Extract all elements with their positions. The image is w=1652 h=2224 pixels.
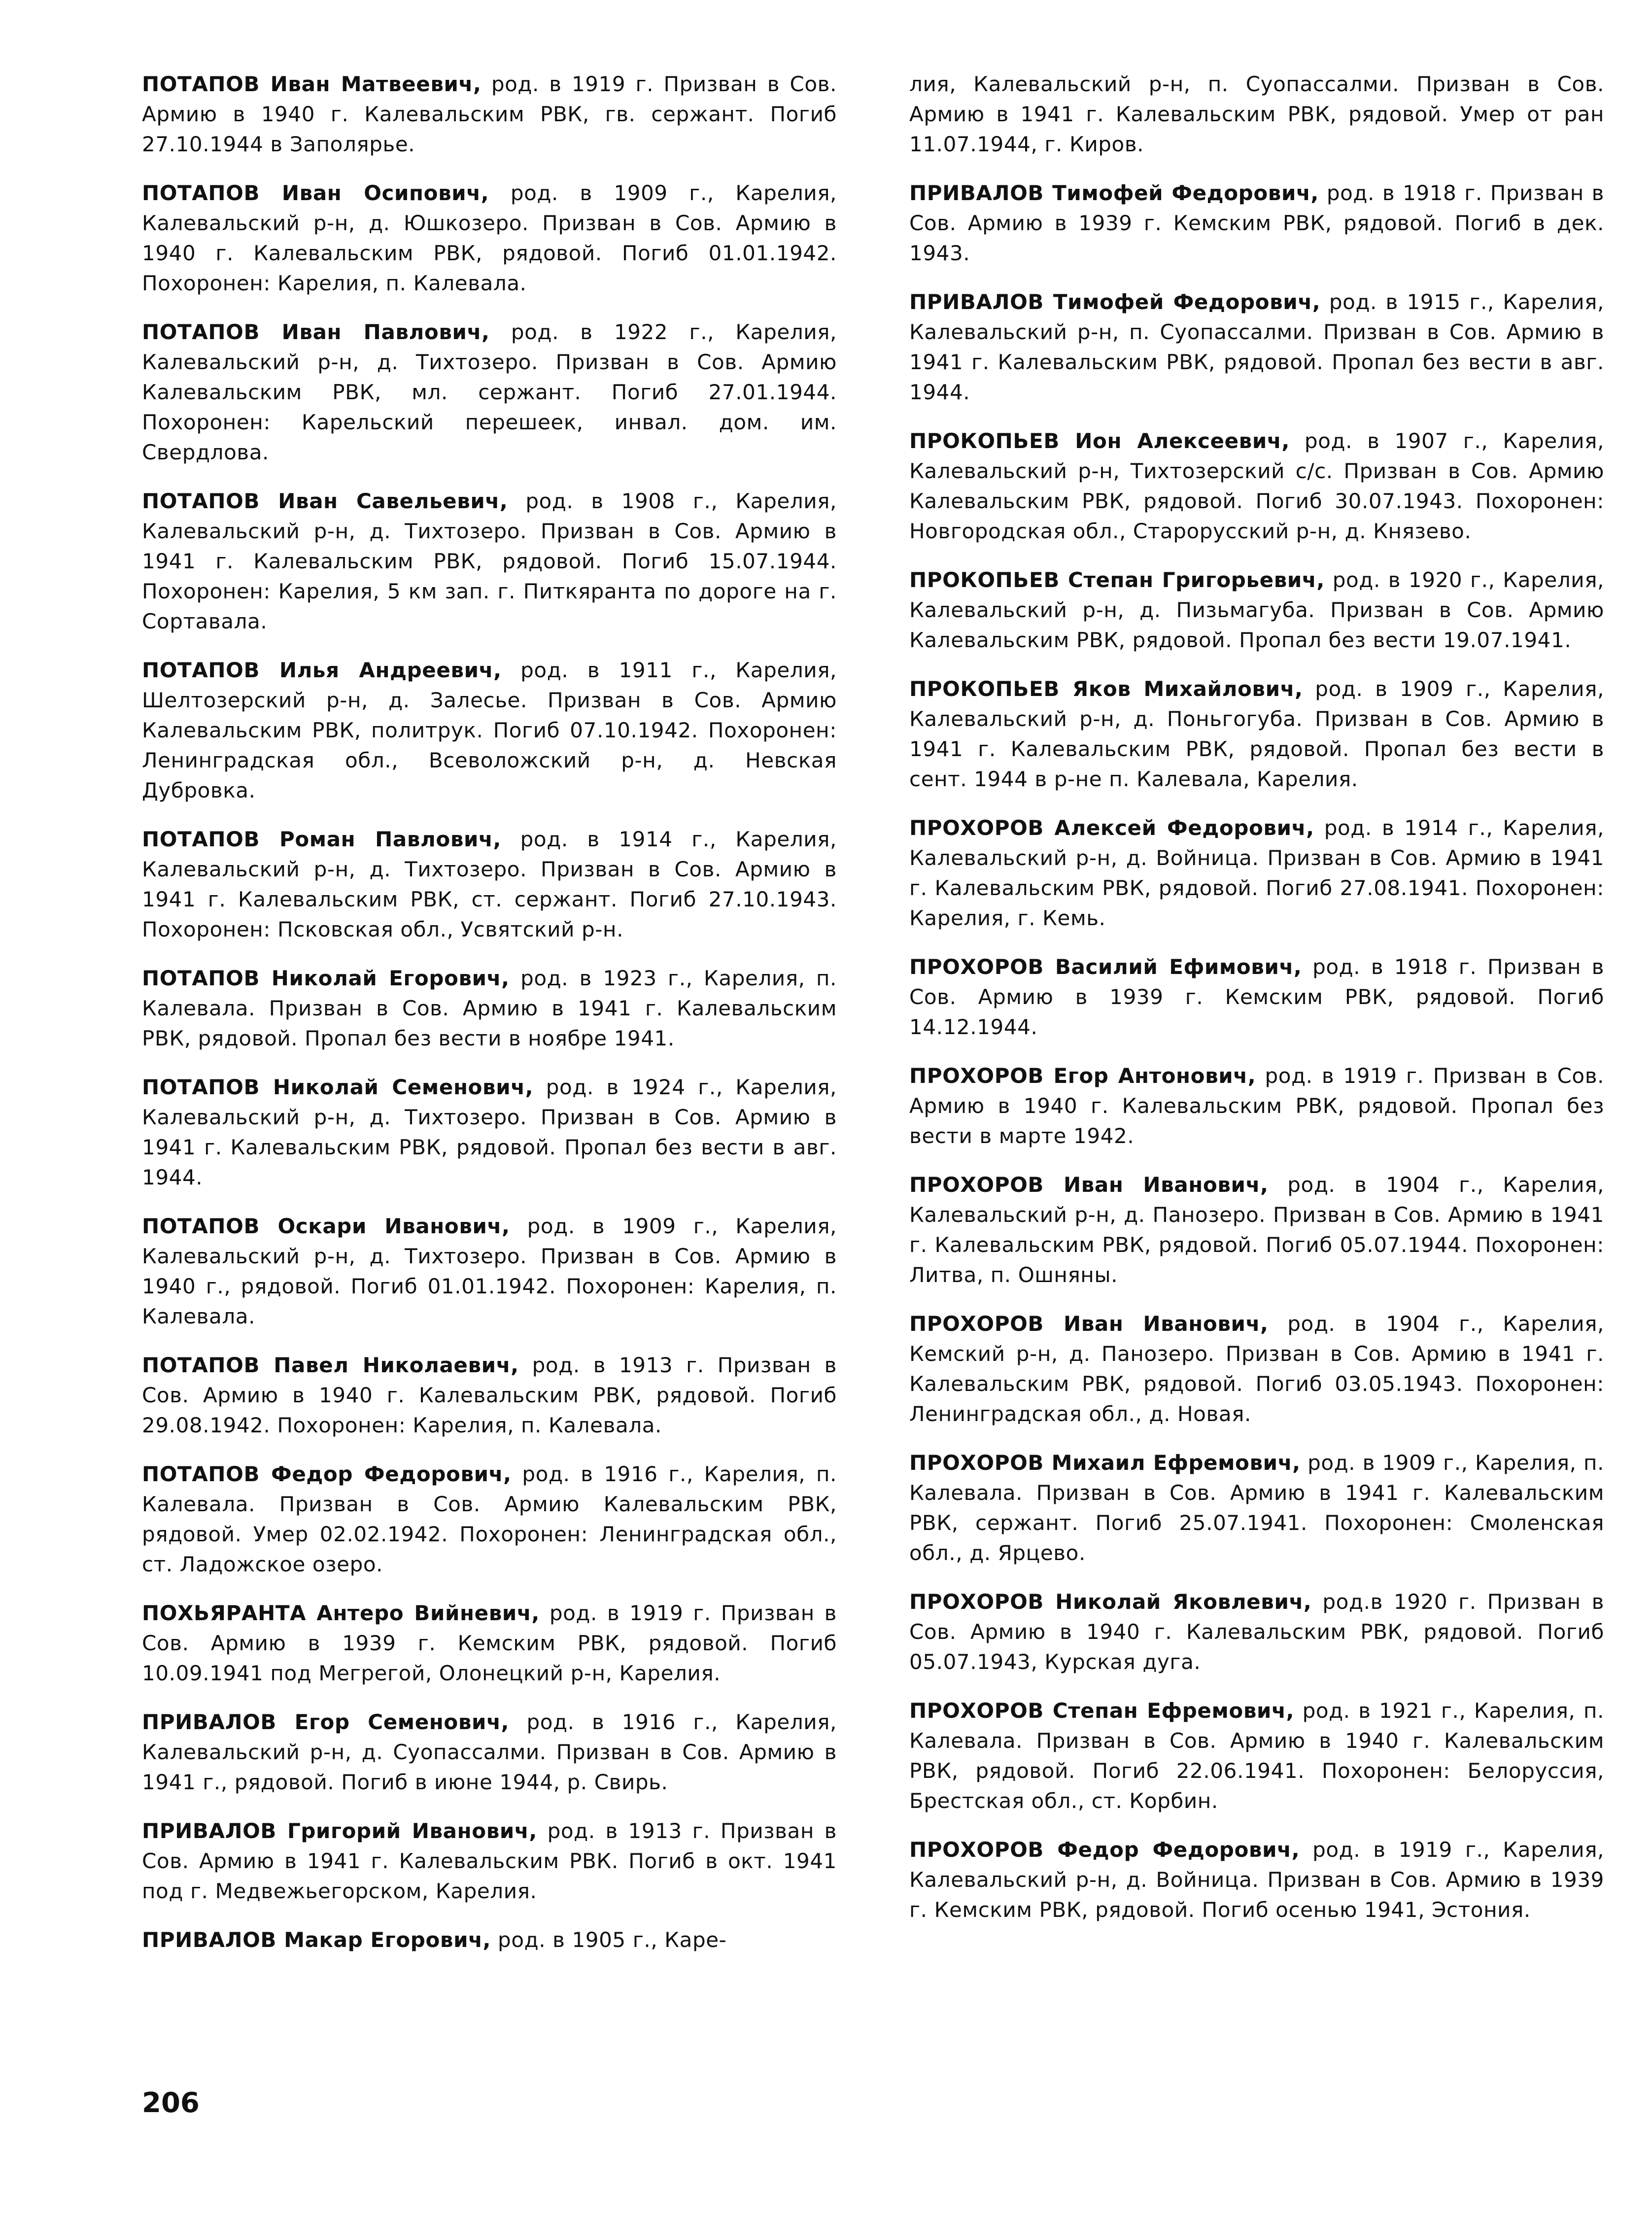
entry-text: род. в 1919 г. Призван в Сов. Армию в 1939 г. Кемским РВК, рядовой. Погиб 10.09.1941 под Мегрегой, Олонецкий р-н, Карелия.	[142, 1601, 837, 1685]
entry	[142, 1211, 837, 1331]
entry	[909, 565, 1604, 655]
entry-name: ПРОКОПЬЕВ Ион Алексеевич,	[909, 429, 1290, 453]
entry	[142, 1459, 837, 1579]
entry-name: ПОТАПОВ Павел Николаевич,	[142, 1353, 519, 1377]
entry-name: ПОТАПОВ Илья Андреевич,	[142, 658, 502, 682]
entry-name: ПОТАПОВ Николай Егорович,	[142, 966, 510, 990]
entry-text: род. в 1909 г., Карелия, Калевальский р-н, д. Тихтозеро. Призван в Сов. Армию в 1940 г., рядовой. Погиб 01.01.1942. Похоронен: Карелия, п. Калевала.	[142, 1214, 837, 1328]
entry-name: ПРИВАЛОВ Макар Егорович,	[142, 1928, 491, 1952]
entry-text: род. в 1909 г., Карелия, п. Калевала. Призван в Сов. Армию в 1941 г. Калевальским РВК, сержант. Погиб 25.07.1941. Похоронен: Смоленская обл., д. Ярцево.	[909, 1451, 1604, 1565]
entry-text: род. в 1911 г., Карелия, Шелтозерский р-н, д. Залесье. Призван в Сов. Армию Калевальским РВК, политрук. Погиб 07.10.1942. Похоронен: Ленинградская обл., Всеволожский р-н, д. Невская Дубровка.	[142, 658, 837, 802]
entry-name: ПРИВАЛОВ Тимофей Федорович,	[909, 290, 1321, 314]
entry-name: ПОТАПОВ Иван Павлович,	[142, 320, 490, 344]
entry	[142, 1598, 837, 1688]
entry	[909, 1587, 1604, 1677]
entry	[909, 674, 1604, 794]
entry	[142, 655, 837, 805]
entry	[142, 178, 837, 298]
entry-text: лия, Калевальский р-н, п. Суопассалми. Призван в Сов. Армию в 1941 г. Калевальским РВК, рядовой. Умер от ран 11.07.1944, г. Киров.	[909, 72, 1604, 156]
entry-name: ПРИВАЛОВ Тимофей Федорович,	[909, 181, 1319, 205]
entry-name: ПРОХОРОВ Степан Ефремович,	[909, 1699, 1295, 1723]
entry-name: ПРОХОРОВ Федор Федорович,	[909, 1838, 1300, 1862]
entry	[909, 1835, 1604, 1925]
entry-name: ПОТАПОВ Николай Семенович,	[142, 1075, 534, 1099]
entry-name: ПРОКОПЬЕВ Яков Михайлович,	[909, 677, 1303, 701]
entry	[909, 287, 1604, 407]
entry-text: род. в 1919 г. Призван в Сов. Армию в 1940 г. Калевальским РВК, рядовой. Пропал без вести в марте 1942.	[909, 1064, 1604, 1148]
entry-name: ПОТАПОВ Федор Федорович,	[142, 1462, 512, 1486]
entry-text: род. в 1916 г., Карелия, Калевальский р-н, д. Суопассалми. Призван в Сов. Армию в 1941 г., рядовой. Погиб в июне 1944, р. Свирь.	[142, 1710, 837, 1794]
entry	[909, 178, 1604, 268]
entry-text: род. в 1920 г., Карелия, Калевальский р-н, д. Пизьмагуба. Призван в Сов. Армию Калевальским РВК, рядовой. Пропал без вести 19.07.1941.	[909, 568, 1605, 652]
entry	[909, 1448, 1604, 1568]
entry-text: род. в 1907 г., Карелия, Калевальский р-н, Тихтозерский с/с. Призван в Сов. Армию Калевальским РВК, рядовой. Погиб 30.07.1943. Похоронен: Новгородская обл., Старорусский р-н, д. Князево.	[909, 429, 1604, 543]
entry-text: род. в 1916 г., Карелия, п. Калевала. Призван в Сов. Армию Калевальским РВК, рядовой. Умер 02.02.1942. Похоронен: Ленинградская обл., ст. Ладожское озеро.	[142, 1462, 837, 1576]
entry	[909, 1170, 1604, 1290]
entry	[142, 1072, 837, 1192]
entry-text: род. в 1918 г. Призван в Сов. Армию в 1939 г. Кемским РВК, рядовой. Погиб в дек. 1943.	[909, 181, 1604, 265]
entry-name: ПРИВАЛОВ Григорий Иванович,	[142, 1819, 537, 1843]
left-column	[142, 69, 837, 1974]
entry-text: род. в 1922 г., Карелия, Калевальский р-н, д. Тихтозеро. Призван в Сов. Армию Калевальским РВК, мл. сержант. Погиб 27.01.1944. Похоронен: Карельский перешеек, инвал. дом. им. Свердлова.	[142, 320, 837, 464]
entry-name: ПРОХОРОВ Николай Яковлевич,	[909, 1590, 1312, 1614]
entry	[142, 1925, 837, 1955]
entry	[909, 426, 1604, 546]
entry	[142, 1350, 837, 1440]
entry	[142, 317, 837, 467]
entry-text: род. в 1919 г., Карелия, Калевальский р-н, д. Войница. Призван в Сов. Армию в 1939 г. Кемским РВК, рядовой. Погиб осенью 1941, Эстония.	[909, 1838, 1605, 1922]
entry-name: ПОТАПОВ Иван Матвеевич,	[142, 72, 482, 96]
entry-text: род. в 1914 г., Карелия, Калевальский р-н, д. Войница. Призван в Сов. Армию в 1941 г. Калевальским РВК, рядовой. Погиб 27.08.1941. Похоронен: Карелия, г. Кемь.	[909, 816, 1604, 930]
entry-name: ПРОХОРОВ Егор Антонович,	[909, 1064, 1256, 1088]
entry-text: род. в 1909 г., Карелия, Калевальский р-н, д. Поньгогуба. Призван в Сов. Армию в 1941 г. Калевальским РВК, рядовой. Пропал без вести в сент. 1944 в р-не п. Калевала, Карелия.	[909, 677, 1604, 791]
entry-name: ПОТАПОВ Иван Савельевич,	[142, 489, 508, 513]
entry	[909, 1061, 1604, 1151]
entry-text: род. в 1919 г. Призван в Сов. Армию в 1940 г. Калевальским РВК, гв. сержант. Погиб 27.10.1944 в Заполярье.	[142, 72, 837, 156]
entry-name: ПОТАПОВ Иван Осипович,	[142, 181, 489, 205]
entry-name: ПРОКОПЬЕВ Степан Григорьевич,	[909, 568, 1325, 592]
entry-text: род. в 1913 г. Призван в Сов. Армию в 1941 г. Калевальским РВК. Погиб в окт. 1941 под г. Медвежьегорском, Карелия.	[142, 1819, 837, 1903]
entry-text: род. в 1913 г. Призван в Сов. Армию в 1940 г. Калевальским РВК, рядовой. Погиб 29.08.1942. Похоронен: Карелия, п. Калевала.	[142, 1353, 837, 1437]
entry	[909, 1309, 1604, 1429]
entry-text: род. в 1904 г., Карелия, Кемский р-н, д. Панозеро. Призван в Сов. Армию в 1941 г. Калевальским РВК, рядовой. Погиб 03.05.1943. Похоронен: Ленинградская обл., д. Новая.	[909, 1312, 1605, 1426]
page-number: 206	[142, 2087, 200, 2119]
entry-name: ПРОХОРОВ Иван Иванович,	[909, 1312, 1269, 1336]
entry-name: ПРОХОРОВ Василий Ефимович,	[909, 955, 1302, 979]
entry-text: род. в 1909 г., Карелия, Калевальский р-н, д. Юшкозеро. Призван в Сов. Армию в 1940 г. Калевальским РВК, рядовой. Погиб 01.01.1942. Похоронен: Карелия, п. Калевала.	[142, 181, 837, 295]
entry-name: ПРОХОРОВ Алексей Федорович,	[909, 816, 1314, 840]
entry	[909, 813, 1604, 933]
entry-text: род. в 1923 г., Карелия, п. Калевала. Призван в Сов. Армию в 1941 г. Калевальским РВК, рядовой. Пропал без вести в ноябре 1941.	[142, 966, 837, 1050]
entry-name: ПОТАПОВ Роман Павлович,	[142, 827, 502, 851]
right-column	[909, 69, 1604, 1944]
entry	[909, 952, 1604, 1042]
entry	[142, 824, 837, 944]
entry-text: род. в 1904 г., Карелия, Калевальский р-н, д. Панозеро. Призван в Сов. Армию в 1941 г. Калевальским РВК, рядовой. Погиб 05.07.1944. Похоронен: Литва, п. Ошняны.	[909, 1173, 1605, 1287]
entry-text: род. в 1908 г., Карелия, Калевальский р-н, д. Тихтозеро. Призван в Сов. Армию в 1941 г. Калевальским РВК, рядовой. Погиб 15.07.1944. Похоронен: Карелия, 5 км зап. г. Питкяранта по дороге на г. Сортавала.	[142, 489, 837, 633]
entry	[142, 69, 837, 159]
entry-continuation	[909, 69, 1604, 159]
entry-text: род. в 1918 г. Призван в Сов. Армию в 1939 г. Кемским РВК, рядовой. Погиб 14.12.1944.	[909, 955, 1604, 1039]
entry-name: ПОТАПОВ Оскари Иванович,	[142, 1214, 510, 1238]
entry-text: род. в 1924 г., Карелия, Калевальский р-н, д. Тихтозеро. Призван в Сов. Армию в 1941 г. Калевальским РВК, рядовой. Пропал без вести в авг. 1944.	[142, 1075, 837, 1189]
entry-text: род. в 1905 г., Каре-	[491, 1928, 727, 1952]
entry-text: род. в 1914 г., Карелия, Калевальский р-н, д. Тихтозеро. Призван в Сов. Армию в 1941 г. Калевальским РВК, ст. сержант. Погиб 27.10.1943. Похоронен: Псковская обл., Усвятский р-н.	[142, 827, 837, 941]
entry-text: род.в 1920 г. Призван в Сов. Армию в 1940 г. Калевальским РВК, рядовой. Погиб 05.07.1943, Курская дуга.	[909, 1590, 1604, 1674]
entry	[142, 1816, 837, 1906]
entry-name: ПРОХОРОВ Михаил Ефремович,	[909, 1451, 1301, 1475]
entry-name: ПРОХОРОВ Иван Иванович,	[909, 1173, 1269, 1197]
entry	[142, 1707, 837, 1797]
entry-name: ПОХЬЯРАНТА Антеро Вийневич,	[142, 1601, 540, 1625]
entry	[142, 963, 837, 1053]
entry-text: род. в 1915 г., Карелия, Калевальский р-н, п. Суопассалми. Призван в Сов. Армию в 1941 г. Калевальским РВК, рядовой. Пропал без вести в авг. 1944.	[909, 290, 1604, 404]
entry-name: ПРИВАЛОВ Егор Семенович,	[142, 1710, 510, 1734]
entry-text: род. в 1921 г., Карелия, п. Калевала. Призван в Сов. Армию в 1940 г. Калевальским РВК, рядовой. Погиб 22.06.1941. Похоронен: Белоруссия, Брестская обл., ст. Корбин.	[909, 1699, 1604, 1813]
entry	[142, 486, 837, 636]
entry	[909, 1696, 1604, 1816]
